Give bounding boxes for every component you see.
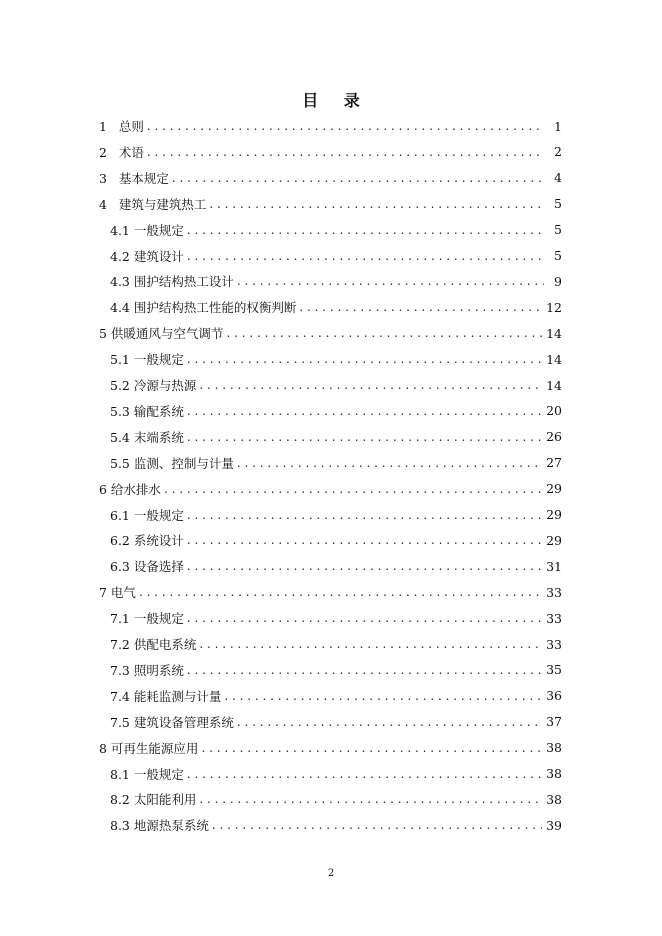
toc-dot-leader xyxy=(187,764,542,784)
toc-entry-label: 4.3 围护结构热工设计 xyxy=(110,274,234,290)
toc-entry-page: 5 xyxy=(554,248,562,263)
toc-entry-label: 6.3 设备选择 xyxy=(110,559,184,575)
toc-entry[interactable] xyxy=(99,194,562,214)
toc-entry-label: 1 总则 xyxy=(99,119,144,134)
toc-entry[interactable] xyxy=(110,297,562,317)
toc-entry-page: 33 xyxy=(546,610,562,626)
toc-entry-page: 1 xyxy=(554,118,562,134)
toc-entry-page: 33 xyxy=(546,584,562,600)
toc-dot-leader xyxy=(212,815,542,835)
toc-entry-label: 7.2 供配电系统 xyxy=(110,637,197,652)
toc-dot-leader xyxy=(187,556,542,576)
toc-entry-label: 8 可再生能源应用 xyxy=(99,740,199,756)
toc-entry[interactable] xyxy=(99,142,562,162)
toc-dot-leader xyxy=(187,401,542,421)
toc-entry[interactable] xyxy=(110,789,562,809)
toc-entry-label: 4.1 一般规定 xyxy=(110,222,184,238)
toc-dot-leader xyxy=(164,479,542,499)
toc-entry-label: 7.5 建筑设备管理系统 xyxy=(110,714,234,730)
toc-title-char-1: 目 xyxy=(302,91,319,110)
toc-entry[interactable] xyxy=(110,686,562,706)
toc-dot-leader xyxy=(187,246,544,266)
toc-entry-page: 5 xyxy=(554,196,562,212)
toc-entry[interactable] xyxy=(110,401,562,421)
toc-dot-leader xyxy=(187,660,542,680)
toc-entry-page: 14 xyxy=(546,351,562,367)
toc-entry-page: 31 xyxy=(546,558,562,574)
toc-entry[interactable] xyxy=(99,168,562,188)
page-number: 2 xyxy=(327,868,335,879)
toc-entry[interactable] xyxy=(110,220,562,240)
toc-entry-page: 39 xyxy=(546,817,562,833)
toc-entry[interactable] xyxy=(99,323,562,343)
toc-entry-label: 4.2 建筑设计 xyxy=(110,248,184,264)
toc-entry-label: 2 术语 xyxy=(99,144,144,160)
toc-entry-page: 36 xyxy=(546,688,562,704)
toc-entry[interactable] xyxy=(110,271,562,291)
toc-entry-label: 3 基本规定 xyxy=(99,170,169,186)
toc-entry-page: 35 xyxy=(546,662,562,678)
toc-entry-page: 38 xyxy=(546,791,562,807)
toc-entry-label: 5.2 冷源与热源 xyxy=(110,378,197,393)
toc-dot-leader xyxy=(237,453,542,473)
toc-dot-leader xyxy=(201,738,542,758)
toc-entry[interactable] xyxy=(99,479,562,499)
toc-entry-page: 4 xyxy=(554,170,562,186)
toc-dot-leader xyxy=(209,194,544,214)
toc-dot-leader xyxy=(187,530,542,550)
toc-entry-label: 8.1 一般规定 xyxy=(110,766,184,782)
toc-dot-leader xyxy=(226,323,542,343)
toc-entry[interactable] xyxy=(110,712,562,732)
toc-entry-label: 5.4 末端系统 xyxy=(110,429,184,445)
toc-dot-leader xyxy=(187,427,542,447)
toc-dot-leader xyxy=(199,375,542,395)
toc-entry-page: 38 xyxy=(546,766,562,781)
toc-entry[interactable] xyxy=(110,660,562,680)
toc-entry-page: 2 xyxy=(554,144,562,160)
toc-entry[interactable] xyxy=(99,582,562,602)
toc-title-char-2: 录 xyxy=(343,91,360,110)
toc-entry[interactable] xyxy=(110,608,562,628)
toc-dot-leader xyxy=(147,142,544,162)
toc-entry[interactable] xyxy=(110,634,562,654)
toc-dot-leader xyxy=(237,712,542,732)
toc-entry-label: 8.2 太阳能利用 xyxy=(110,792,197,808)
toc-entry-page: 33 xyxy=(546,636,562,652)
toc-entry[interactable] xyxy=(110,349,562,369)
toc-entry-label: 7.3 照明系统 xyxy=(110,662,184,678)
toc-dot-leader xyxy=(299,297,542,317)
toc-entry-label: 7.4 能耗监测与计量 xyxy=(110,688,222,704)
toc-entry-page: 12 xyxy=(546,299,562,315)
toc-entry-label: 5.1 一般规定 xyxy=(110,352,184,368)
toc-entry[interactable] xyxy=(110,764,562,784)
toc-entry-label: 6.2 系统设计 xyxy=(110,533,184,549)
toc-entry-page: 20 xyxy=(546,403,562,419)
toc-entry[interactable] xyxy=(110,505,562,525)
toc-entry-label: 8.3 地源热泵系统 xyxy=(110,818,209,834)
toc-entry-label: 6 给水排水 xyxy=(99,481,161,497)
toc-entry[interactable] xyxy=(99,738,562,758)
toc-entry-label: 7.1 一般规定 xyxy=(110,611,184,627)
toc-entry-page: 38 xyxy=(546,740,562,756)
toc-entry-label: 5 供暖通风与空气调节 xyxy=(99,326,224,342)
toc-entry-label: 6.1 一般规定 xyxy=(110,507,184,523)
toc-entry-page: 29 xyxy=(546,507,562,522)
toc-entry[interactable] xyxy=(110,246,562,266)
toc-dot-leader xyxy=(187,349,542,369)
toc-entry[interactable] xyxy=(110,815,562,835)
toc-entry-page: 14 xyxy=(546,377,562,393)
toc-entry-label: 5.3 输配系统 xyxy=(110,403,184,419)
toc-entry[interactable] xyxy=(99,116,562,136)
toc-entry-label: 4 建筑与建筑热工 xyxy=(99,196,207,212)
toc-dot-leader xyxy=(172,168,544,188)
toc-dot-leader xyxy=(147,116,544,136)
toc-entry-page: 9 xyxy=(554,273,562,289)
toc-entry-page: 29 xyxy=(546,532,562,548)
toc-dot-leader xyxy=(199,634,542,654)
toc-title xyxy=(0,88,662,111)
toc-entry-label: 4.4 围护结构热工性能的权衡判断 xyxy=(110,300,297,316)
toc-dot-leader xyxy=(139,582,542,602)
toc-dot-leader xyxy=(199,789,542,809)
toc-entry-page: 5 xyxy=(554,222,562,238)
toc-entry[interactable] xyxy=(110,453,562,473)
toc-entry-label: 5.5 监测、控制与计量 xyxy=(110,455,234,471)
toc-entry[interactable] xyxy=(110,530,562,550)
toc-entry-page: 37 xyxy=(546,714,562,730)
toc-entry-label: 7 电气 xyxy=(99,585,136,601)
toc-entry-page: 29 xyxy=(546,481,562,497)
toc-dot-leader xyxy=(187,505,542,525)
toc-dot-leader xyxy=(187,608,542,628)
toc-entry[interactable] xyxy=(110,427,562,447)
toc-entry[interactable] xyxy=(110,375,562,395)
toc-entry-page: 26 xyxy=(546,429,562,445)
toc-entry[interactable] xyxy=(110,556,562,576)
toc-dot-leader xyxy=(237,271,544,291)
toc-entry-page: 27 xyxy=(546,455,562,471)
toc-dot-leader xyxy=(224,686,542,706)
toc-entry-page: 14 xyxy=(546,325,562,341)
toc-dot-leader xyxy=(187,220,544,240)
